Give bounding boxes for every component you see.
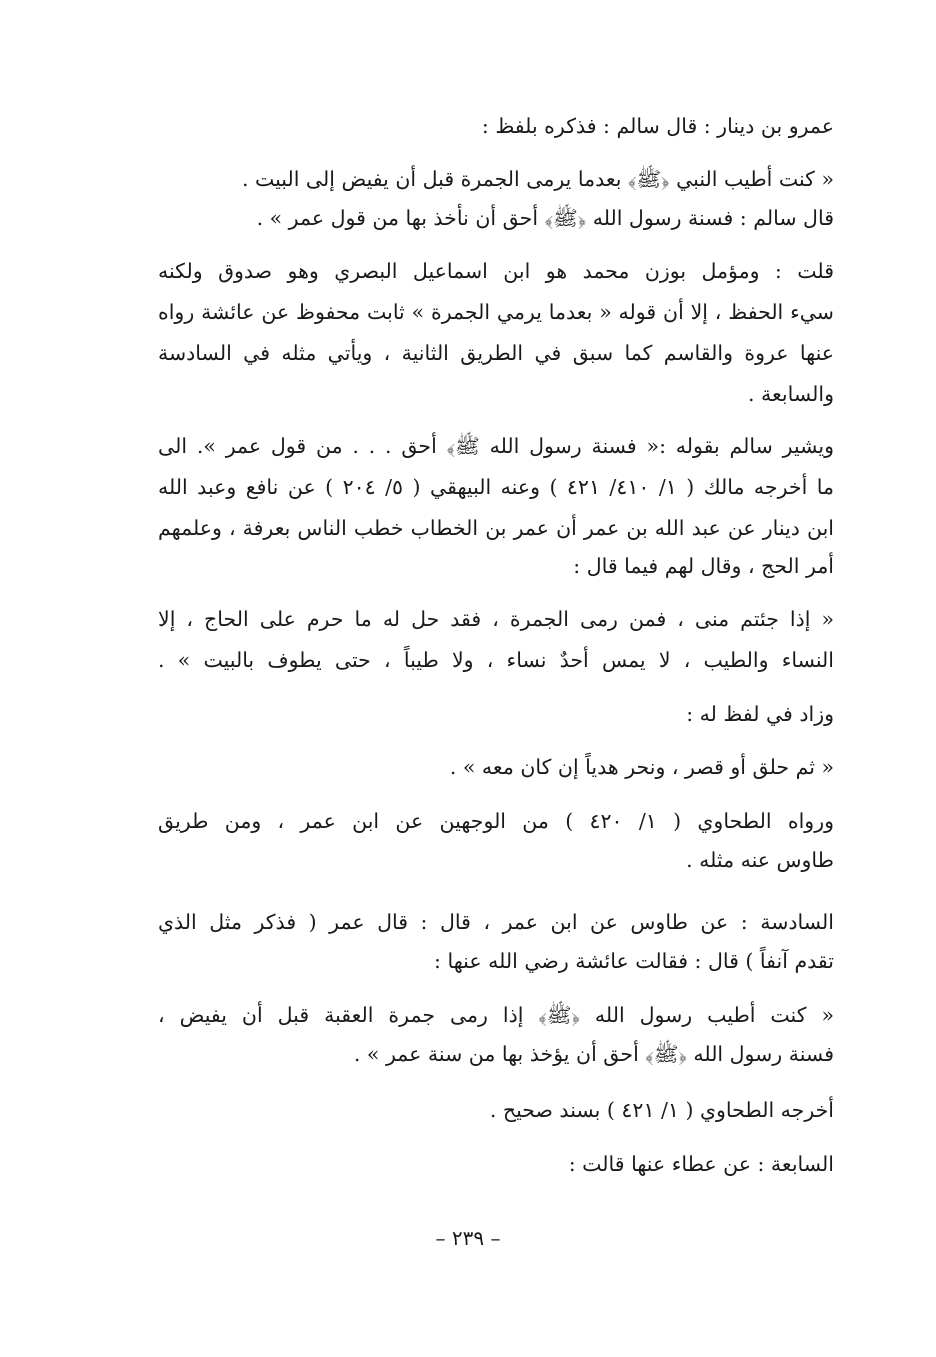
text-line: سيء الحفظ ، إلا أن قوله « بعدما يرمي الجمرة » ثابت محفوظ عن عائشة رواه — [158, 300, 834, 324]
text-line: قلت : ومؤمل بوزن محمد هو ابن اسماعيل البصري وهو صدوق ولكنه — [158, 259, 834, 283]
text-line: عمرو بن دينار : قال سالم : فذكره بلفظ : — [481, 114, 834, 138]
text-line: ابن دينار عن عبد الله بن عمر أن عمر بن الخطاب خطب الناس بعرفة ، وعلمهم — [158, 516, 834, 540]
text-line: أمر الحج ، وقال لهم فيما قال : — [573, 554, 834, 578]
text-line: السادسة : عن طاوس عن ابن عمر ، قال : قال عمر ( فذكر مثل الذي — [158, 910, 834, 934]
text-line: ورواه الطحاوي ( ١/ ٤٢٠ ) من الوجهين عن ابن عمر ، ومن طريق — [158, 809, 834, 833]
text-line: « ثم حلق أو قصر ، ونحر هدياً إن كان معه » . — [449, 755, 834, 779]
text-line: النساء والطيب ، لا يمس أحدٌ نساء ، ولا طيباً ، حتى يطوف بالبيت » . — [158, 648, 834, 672]
text-line: « كنت أطيب النبي ﴿ﷺ﴾ بعدما يرمى الجمرة قبل أن يفيض إلى البيت . — [241, 167, 834, 191]
text-line: وزاد في لفظ له : — [686, 702, 834, 726]
text-line: والسابعة . — [748, 382, 834, 406]
text-line: ما أخرجه مالك ( ١/ ٤١٠/ ٤٢١ ) وعنه البيهقي ( ٥/ ٢٠٤ ) عن نافع وعبد الله — [158, 475, 834, 499]
page-number: – ٢٣٩ – — [435, 1226, 501, 1250]
text-line: أخرجه الطحاوي ( ١/ ٤٢١ ) بسند صحيح . — [489, 1098, 834, 1122]
text-line: ويشير سالم بقوله :« فسنة رسول الله ﷺ﴾ أحق . . . من قول عمر ». الى — [158, 434, 834, 458]
text-line: فسنة رسول الله ﴿ﷺ﴾ أحق أن يؤخذ بها من سنة عمر » . — [353, 1042, 834, 1066]
text-line: « كنت أطيب رسول الله ﴿ﷺ﴾ إذا رمى جمرة العقبة قبل أن يفيض ، — [158, 1003, 834, 1027]
text-line: قال سالم : فسنة رسول الله ﴿ﷺ﴾ أحق أن نأخذ بها من قول عمر » . — [256, 206, 834, 230]
text-line: عنها عروة والقاسم كما سبق في الطريق الثانية ، ويأتي مثله في السادسة — [158, 341, 834, 365]
text-line: تقدم آنفاً ) قال : فقالت عائشة رضي الله عنها : — [434, 949, 834, 973]
text-line: السابعة : عن عطاء عنها قالت : — [568, 1152, 834, 1176]
text-line: « إذا جئتم منى ، فمن رمى الجمرة ، فقد حل له ما حرم على الحاج ، إلا — [158, 607, 834, 631]
text-line: طاوس عنه مثله . — [686, 848, 834, 872]
